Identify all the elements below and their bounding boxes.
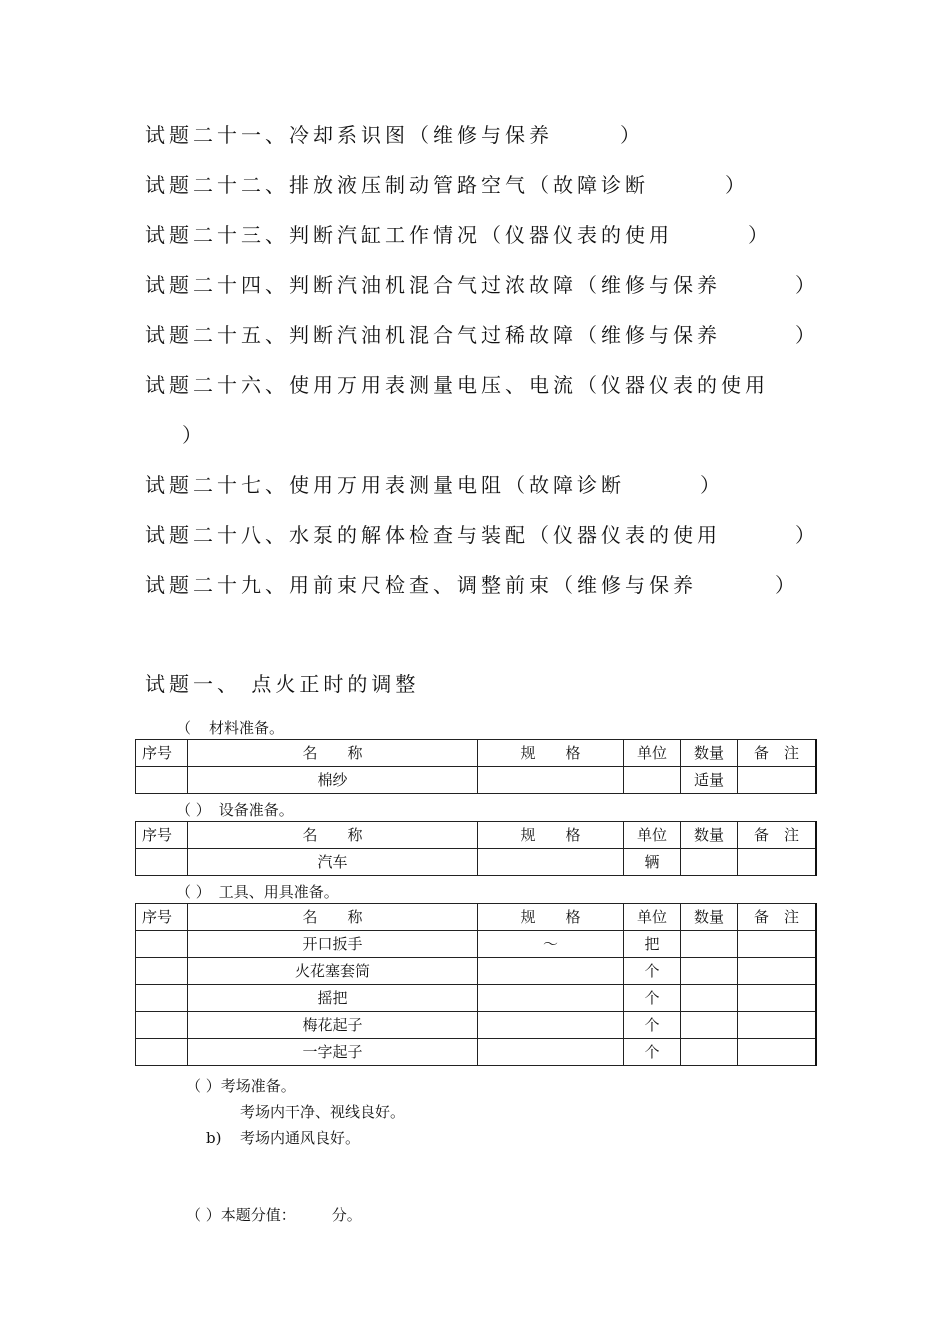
header-spec: 规 格 (478, 822, 624, 849)
toc-item-close-paren: ） (795, 323, 815, 347)
cell-seq (136, 1012, 188, 1039)
tools-paren: （ ） (176, 883, 211, 901)
tools-label-text: 工具、用具准备。 (218, 883, 339, 901)
toc-item-text: 试题二十三、判断汽缸工作情况（仪器仪表的使用 (145, 223, 673, 247)
toc-item-text: 试题二十二、排放液压制动管路空气（故障诊断 (145, 173, 649, 197)
venue-item-a: 考场内干净、视线良好。 (240, 1103, 406, 1121)
cell-name: 火花塞套筒 (188, 958, 478, 985)
toc-item-29 (145, 572, 697, 598)
cell-seq (136, 767, 188, 794)
table-header-row (136, 904, 817, 931)
cell-qty (681, 985, 738, 1012)
score-label (186, 1205, 362, 1225)
materials-label-text: 材料准备。 (209, 719, 285, 737)
header-unit: 单位 (624, 822, 681, 849)
cell-name: 摇把 (188, 985, 478, 1012)
equipment-table (135, 821, 817, 876)
table-header-row (136, 822, 817, 849)
header-seq: 序号 (136, 904, 188, 931)
cell-seq (136, 931, 188, 958)
cell-qty (681, 958, 738, 985)
header-remark: 备 注 (738, 822, 817, 849)
venue-item-b-marker: b) (206, 1129, 222, 1147)
toc-item-23 (145, 222, 673, 248)
equipment-paren: （ ） (176, 801, 211, 819)
toc-item-25 (145, 322, 721, 348)
header-spec: 规 格 (478, 904, 624, 931)
header-name: 名 称 (188, 740, 478, 767)
toc-item-28 (145, 522, 721, 548)
score-paren: （ ） (186, 1206, 221, 1224)
table-row (136, 1012, 817, 1039)
toc-item-26 (145, 372, 769, 398)
toc-item-22 (145, 172, 649, 198)
cell-spec (478, 1039, 624, 1066)
cell-spec (478, 849, 624, 876)
header-name: 名 称 (188, 822, 478, 849)
cell-seq (136, 1039, 188, 1066)
header-unit: 单位 (624, 740, 681, 767)
header-seq: 序号 (136, 822, 188, 849)
cell-remark (738, 849, 817, 876)
cell-unit: 个 (624, 1039, 681, 1066)
cell-unit (624, 767, 681, 794)
cell-unit: 个 (624, 958, 681, 985)
header-seq: 序号 (136, 740, 188, 767)
tools-label (176, 882, 339, 902)
toc-item-close-paren: ） (700, 473, 720, 497)
venue-label (186, 1076, 296, 1096)
table-header-row (136, 740, 817, 767)
cell-spec (478, 767, 624, 794)
table-row (136, 958, 817, 985)
cell-spec (478, 985, 624, 1012)
cell-qty (681, 931, 738, 958)
cell-unit: 辆 (624, 849, 681, 876)
cell-unit: 个 (624, 1012, 681, 1039)
tools-table (135, 903, 817, 1066)
toc-item-text: 试题二十九、用前束尺检查、调整前束（维修与保养 (145, 573, 697, 597)
score-unit: 分。 (331, 1206, 362, 1224)
venue-label-text: 考场准备。 (220, 1077, 296, 1095)
table-row (136, 767, 817, 794)
header-qty: 数量 (681, 822, 738, 849)
score-label-text: 本题分值： (220, 1206, 296, 1224)
header-unit: 单位 (624, 904, 681, 931)
venue-paren: （ ） (186, 1077, 221, 1095)
cell-seq (136, 985, 188, 1012)
cell-seq (136, 849, 188, 876)
cell-qty (681, 1012, 738, 1039)
cell-remark (738, 767, 817, 794)
header-qty: 数量 (681, 740, 738, 767)
header-remark: 备 注 (738, 904, 817, 931)
venue-item-b: 考场内通风良好。 (240, 1129, 361, 1147)
toc-item-27 (145, 472, 625, 498)
cell-name: 开口扳手 (188, 931, 478, 958)
materials-table (135, 739, 817, 794)
cell-spec: ～ (478, 931, 624, 958)
cell-spec (478, 958, 624, 985)
header-name: 名 称 (188, 904, 478, 931)
cell-qty (681, 1039, 738, 1066)
toc-item-text: 试题二十七、使用万用表测量电阻（故障诊断 (145, 473, 625, 497)
cell-name: 一字起子 (188, 1039, 478, 1066)
table-row (136, 849, 817, 876)
cell-name: 棉纱 (188, 767, 478, 794)
cell-remark (738, 958, 817, 985)
toc-item-text: 试题二十四、判断汽油机混合气过浓故障（维修与保养 (145, 273, 721, 297)
materials-paren: （ (176, 719, 192, 737)
toc-item-text: 试题二十六、使用万用表测量电压、电流（仪器仪表的使用 (145, 373, 769, 397)
section-title: 试题一、 点火正时的调整 (145, 672, 420, 696)
toc-item-close-paren: ） (182, 423, 202, 447)
header-spec: 规 格 (478, 740, 624, 767)
equipment-label-text: 设备准备。 (218, 801, 294, 819)
toc-item-text: 试题二十五、判断汽油机混合气过稀故障（维修与保养 (145, 323, 721, 347)
cell-name: 梅花起子 (188, 1012, 478, 1039)
table-row (136, 931, 817, 958)
equipment-label (176, 800, 294, 820)
cell-name: 汽车 (188, 849, 478, 876)
toc-item-21 (145, 122, 553, 148)
cell-remark (738, 985, 817, 1012)
cell-seq (136, 958, 188, 985)
toc-item-close-paren: ） (795, 273, 815, 297)
header-qty: 数量 (681, 904, 738, 931)
table-row (136, 1039, 817, 1066)
toc-item-text: 试题二十一、冷却系识图（维修与保养 (145, 123, 553, 147)
cell-remark (738, 1039, 817, 1066)
materials-label (176, 718, 284, 738)
table-row (136, 985, 817, 1012)
header-remark: 备 注 (738, 740, 817, 767)
toc-item-close-paren: ） (748, 223, 768, 247)
cell-unit: 个 (624, 985, 681, 1012)
toc-item-close-paren: ） (795, 523, 815, 547)
toc-item-close-paren: ） (620, 123, 640, 147)
toc-item-close-paren: ） (775, 573, 795, 597)
cell-qty (681, 849, 738, 876)
cell-spec (478, 1012, 624, 1039)
cell-remark (738, 1012, 817, 1039)
toc-item-24 (145, 272, 721, 298)
cell-remark (738, 931, 817, 958)
toc-item-close-paren: ） (725, 173, 745, 197)
cell-unit: 把 (624, 931, 681, 958)
cell-qty: 适量 (681, 767, 738, 794)
toc-item-text: 试题二十八、水泵的解体检查与装配（仪器仪表的使用 (145, 523, 721, 547)
